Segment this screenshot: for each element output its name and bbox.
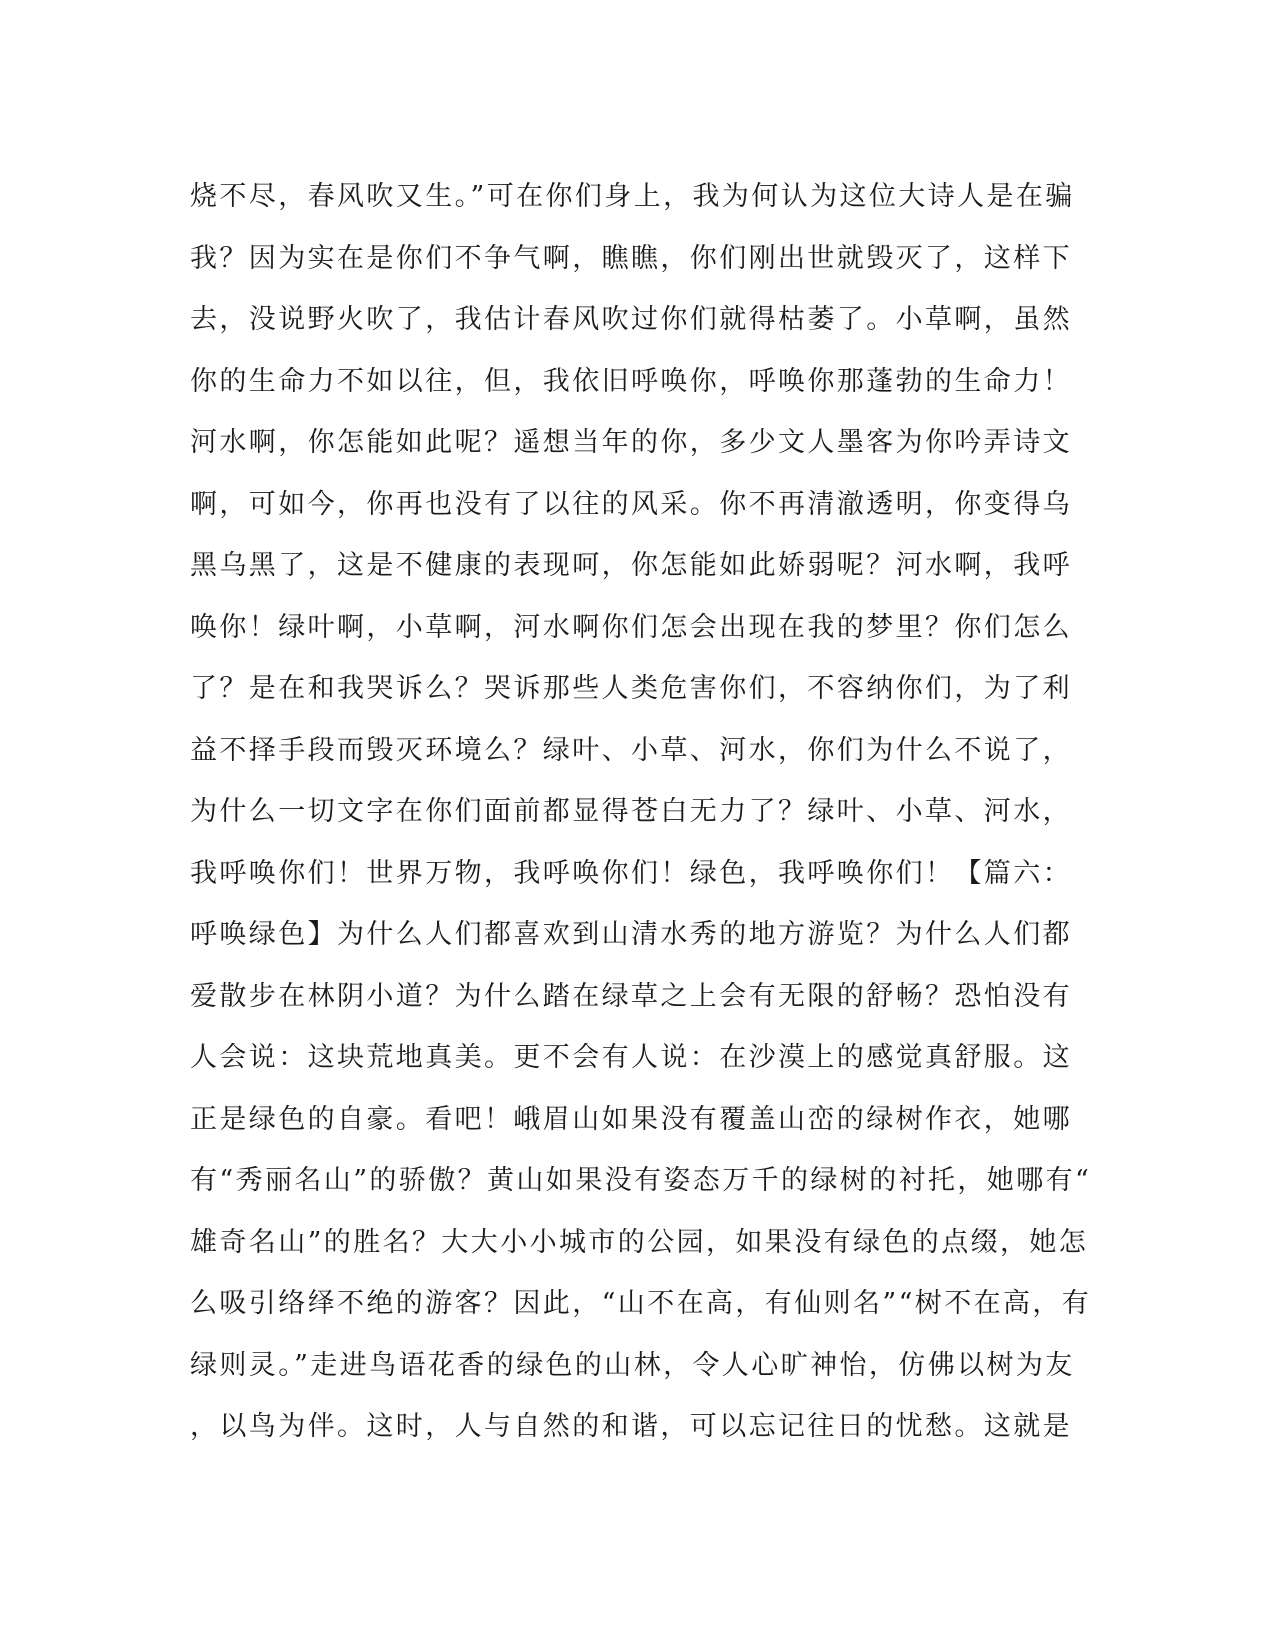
text-line: 去，没说野火吹了，我估计春风吹过你们就得枯萎了。小草啊，虽然	[190, 304, 1072, 335]
text-line: 了？是在和我哭诉么？哭诉那些人类危害你们，不容纳你们，为了利	[190, 673, 1072, 704]
text-line: 我？因为实在是你们不争气啊，瞧瞧，你们刚出世就毁灭了，这样下	[190, 242, 1072, 274]
text-line: 我呼唤你们！世界万物，我呼唤你们！绿色，我呼唤你们！【篇六：	[190, 857, 1072, 889]
text-line: 你的生命力不如以往，但，我依旧呼唤你，呼唤你那蓬勃的生命力！	[190, 365, 1072, 397]
text-line: 绿则灵。”走进鸟语花香的绿色的山林，令人心旷神怡，仿佛以树为友	[190, 1349, 1075, 1381]
text-line: ，以鸟为伴。这时，人与自然的和谐，可以忘记往日的忧愁。这就是	[190, 1411, 1072, 1442]
text-line: 啊，可如今，你再也没有了以往的风采。你不再清澈透明，你变得乌	[190, 488, 1072, 520]
text-line: 爱散步在林阴小道？为什么踏在绿草之上会有无限的舒畅？恐怕没有	[190, 980, 1072, 1012]
text-line: 河水啊，你怎能如此呢？遥想当年的你，多少文人墨客为你吟弄诗文	[190, 427, 1072, 458]
text-line: 为什么一切文字在你们面前都显得苍白无力了？绿叶、小草、河水，	[190, 796, 1072, 827]
text-line: 唤你！绿叶啊，小草啊，河水啊你们怎会出现在我的梦里？你们怎么	[190, 611, 1072, 643]
text-line: 么吸引络绎不绝的游客？因此，“山不在高，有仙则名”“树不在高，有	[190, 1288, 1092, 1319]
body-text	[190, 166, 1090, 1458]
text-line: 呼唤绿色】为什么人们都喜欢到山清水秀的地方游览？为什么人们都	[190, 919, 1072, 950]
text-line: 雄奇名山”的胜名？大大小小城市的公园，如果没有绿色的点缀，她怎	[190, 1226, 1089, 1258]
text-line: 人会说：这块荒地真美。更不会有人说：在沙漠上的感觉真舒服。这	[190, 1042, 1072, 1073]
text-line: 益不择手段而毁灭环境么？绿叶、小草、河水，你们为什么不说了，	[190, 734, 1072, 766]
text-line: 正是绿色的自豪。看吧！峨眉山如果没有覆盖山峦的绿树作衣，她哪	[190, 1103, 1072, 1135]
text-line: 烧不尽，春风吹又生。”可在你们身上，我为何认为这位大诗人是在骗	[190, 181, 1075, 212]
text-line: 黑乌黑了，这是不健康的表现呵，你怎能如此娇弱呢？河水啊，我呼	[190, 550, 1072, 581]
text-line: 有“秀丽名山”的骄傲？黄山如果没有姿态万千的绿树的衬托，她哪有“	[190, 1165, 1092, 1196]
